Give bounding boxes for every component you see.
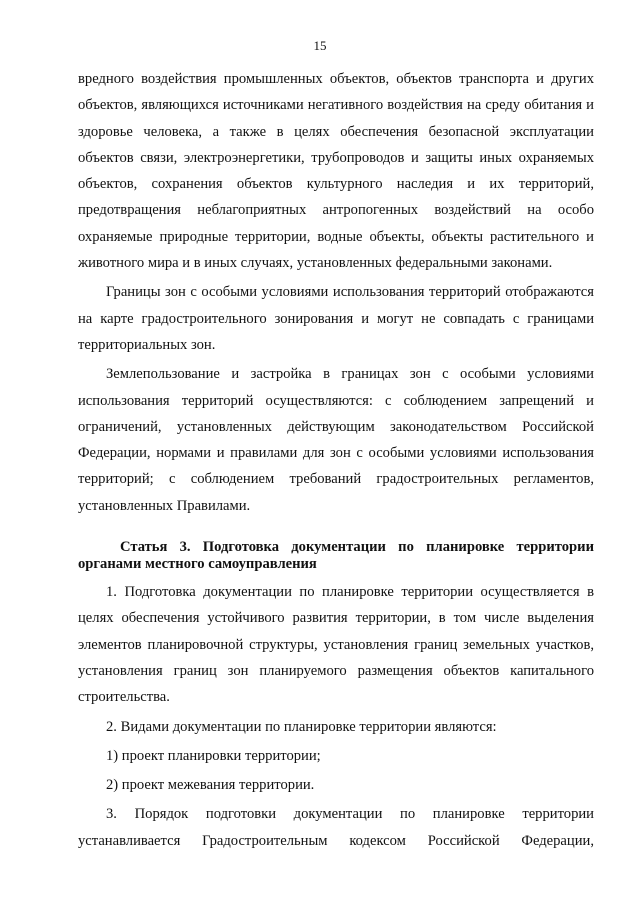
paragraph-land-use: Землепользование и застройка в границах зон с особыми условиями использования территорий осуществляются: с соблюдением запрещений и ограничений, установленных действующим законодательством Российской Федерации, нормами и правилами для зон с особыми условиями использования территорий; с соблюдением требований градостроительных регламентов, установленных Правилами. <box>78 366 594 514</box>
paragraph-zone-boundaries: Границы зон с особыми условиями использования территорий отображаются на карте градостроительного зонирования и могут не совпадать с границами территориальных зон. <box>78 284 594 353</box>
document-body <box>78 66 594 854</box>
page-number: 15 <box>313 38 327 53</box>
article-heading: Статья 3. Подготовка документации по планировке территории органами местного самоуправления <box>78 539 594 573</box>
article-subitem-1: 1) проект планировки территории; <box>106 747 321 764</box>
article-subitem-2: 2) проект межевания территории. <box>106 777 315 794</box>
paragraph-continuation: вредного воздействия промышленных объектов, объектов транспорта и других объектов, являющихся источниками негативного воздействия на среду обитания и здоровье человека, а также в целях обеспечения безопасной эксплуатации объектов связи, электроэнергетики, трубопроводов и защиты иных охраняемых объектов, сохранения объектов культурного наследия и их территорий, предотвращения неблагоприятных антропогенных воздействий на особо охраняемые природные территории, водные объекты, объекты растительного и животного мира и в иных случаях, установленных федеральными законами. <box>78 71 594 272</box>
article-item-2: 2. Видами документации по планировке территории являются: <box>106 718 497 735</box>
article-item-1: 1. Подготовка документации по планировке территории осуществляется в целях обеспечения устойчивого развития территории, в том числе выделения элементов планировочной структуры, установления границ земельных участков, установления границ зон планируемого размещения объектов капитального строительства. <box>78 584 594 706</box>
article-item-3: 3. Порядок подготовки документации по планировке территории устанавливается Градостроительным кодексом Российской Федерации, <box>78 806 594 849</box>
